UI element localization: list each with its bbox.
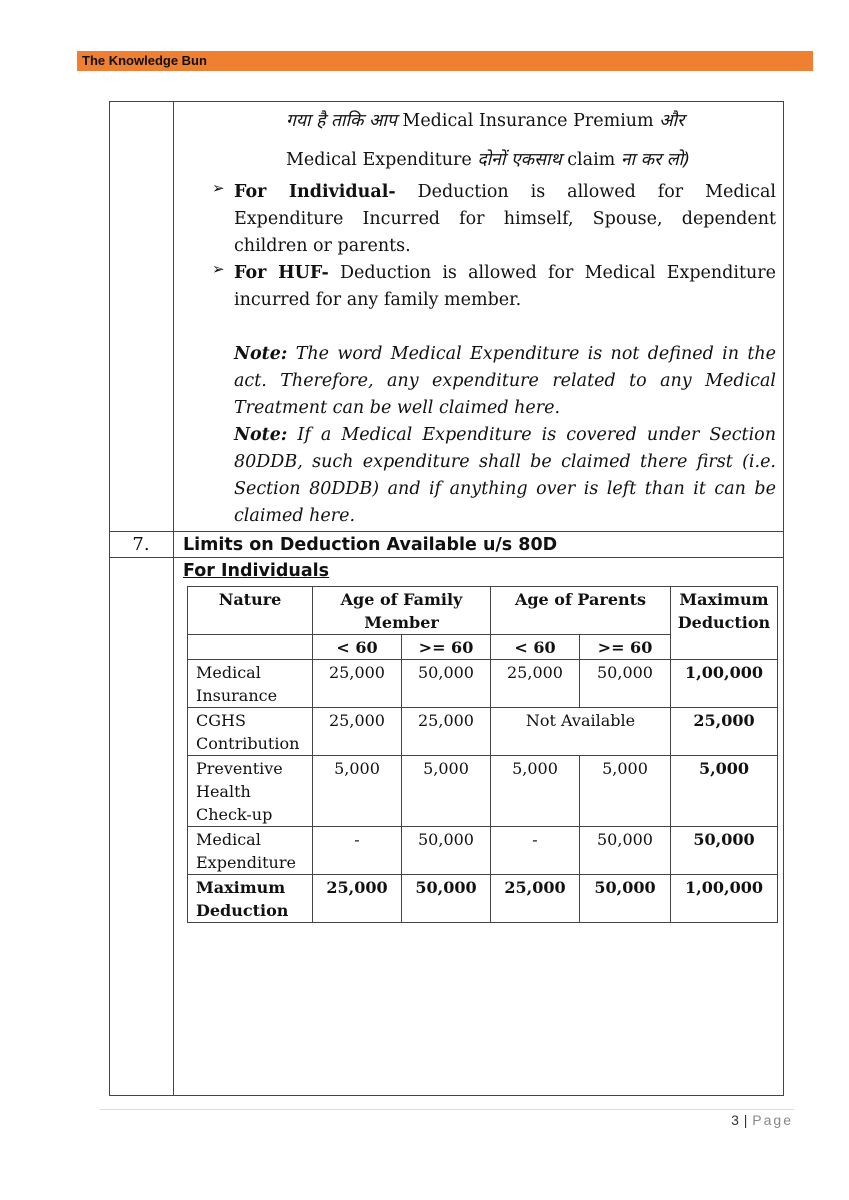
column-divider: [173, 101, 174, 1096]
cell-max: 25,000: [671, 708, 778, 756]
table-total-row: [188, 875, 778, 923]
header-parents: Age of Parents: [491, 587, 671, 635]
page-footer: [731, 1112, 793, 1128]
cell-max: 50,000: [671, 827, 778, 875]
header-max: Maximum Deduction: [671, 587, 778, 660]
cell: -: [491, 827, 580, 875]
row-nature: Preventive Health Check-up: [188, 756, 313, 827]
page-separator: |: [743, 1112, 748, 1128]
table-row: [188, 756, 778, 827]
cell-max: 5,000: [671, 756, 778, 827]
cell-max: 1,00,000: [671, 660, 778, 708]
subheader-family-ge60: >= 60: [402, 635, 491, 660]
cell-not-available: Not Available: [491, 708, 671, 756]
row-nature-total: Maximum Deduction: [188, 875, 313, 923]
cell: 5,000: [580, 756, 671, 827]
header-title: The Knowledge Bun: [82, 53, 207, 68]
row-nature: CGHS Contribution: [188, 708, 313, 756]
table-row: [188, 708, 778, 756]
subheader-family-lt60: < 60: [313, 635, 402, 660]
note-2: Note: If a Medical Expenditure is covered under Section 80DDB, such expenditure shall be claimed there first (i.e. Section 80DDB) and if anything over is left than it can be claimed here.: [234, 425, 776, 526]
header-nature: Nature: [188, 587, 313, 635]
page-label: Page: [752, 1112, 793, 1128]
footer-divider: [100, 1109, 794, 1110]
cell: 50,000: [402, 827, 491, 875]
cell: 5,000: [313, 756, 402, 827]
header-bar: [77, 51, 813, 71]
cell: 25,000: [402, 708, 491, 756]
cell: -: [313, 827, 402, 875]
bullet-huf: For HUF- Deduction is allowed for Medical Expenditure incurred for any family member.: [234, 263, 776, 310]
arrow-bullet-icon: ➢: [212, 179, 225, 197]
subheader-parents-ge60: >= 60: [580, 635, 671, 660]
table-header-row: [188, 587, 778, 635]
table-row: [188, 827, 778, 875]
section-number: 7.: [132, 534, 150, 555]
note-1: Note: The word Medical Expenditure is not defined in the act. Therefore, any expenditure related to any Medical Treatment can be well claimed here.: [234, 344, 776, 418]
header-family: Age of Family Member: [313, 587, 491, 635]
cell-total: 25,000: [313, 875, 402, 923]
section-subtitle: For Individuals: [183, 561, 330, 581]
bullet-individual: For Individual- Deduction is allowed for Medical Expenditure Incurred for himself, Spouse, dependent children or parents.: [234, 182, 776, 256]
row-nature: Medical Insurance: [188, 660, 313, 708]
cell: 5,000: [402, 756, 491, 827]
cell-total: 50,000: [402, 875, 491, 923]
row-nature: Medical Expenditure: [188, 827, 313, 875]
cell: 25,000: [313, 708, 402, 756]
intro-line-1: गया है ताकि आप Medical Insurance Premium और: [286, 111, 685, 131]
page-number: 3: [731, 1112, 740, 1128]
cell: 50,000: [580, 827, 671, 875]
cell-total-max: 1,00,000: [671, 875, 778, 923]
section-title: Limits on Deduction Available u/s 80D: [183, 535, 558, 555]
table-row: [188, 660, 778, 708]
subheader-empty: [188, 635, 313, 660]
cell: 50,000: [402, 660, 491, 708]
arrow-bullet-icon: ➢: [212, 260, 225, 278]
cell: 25,000: [313, 660, 402, 708]
subheader-parents-lt60: < 60: [491, 635, 580, 660]
cell-total: 25,000: [491, 875, 580, 923]
cell-total: 50,000: [580, 875, 671, 923]
cell: 5,000: [491, 756, 580, 827]
cell: 50,000: [580, 660, 671, 708]
intro-line-2: Medical Expenditure दोनों एकसाथ claim ना कर लो): [286, 150, 691, 170]
cell: 25,000: [491, 660, 580, 708]
deduction-table: [187, 586, 778, 923]
